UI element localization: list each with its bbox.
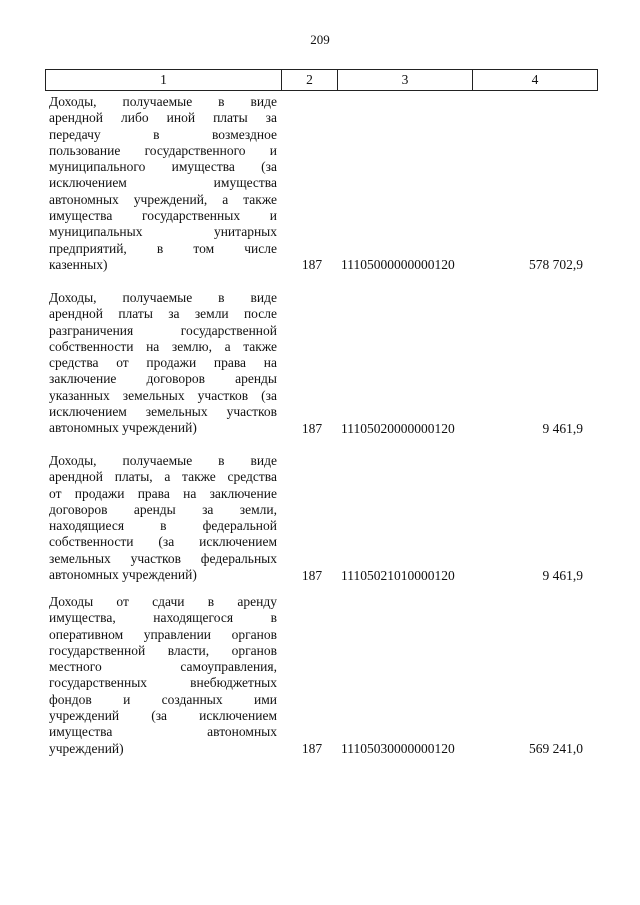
description-line: исключением земельных участков: [49, 404, 277, 420]
description-line: имущества, находящегося в: [49, 610, 277, 626]
description-line: автономных учреждений): [49, 567, 197, 583]
description-line: имущества государственных и: [49, 208, 277, 224]
description-line: собственности на землю, а также: [49, 338, 277, 354]
amount: 569 241,0: [529, 741, 583, 756]
header-col-3: 3: [338, 70, 473, 90]
description-line: договоров аренды за земли,: [49, 501, 277, 517]
description-line: автономных учреждений): [49, 420, 197, 436]
description-line: учреждений): [49, 740, 124, 756]
description-line: фондов и созданных ими: [49, 691, 277, 707]
page-number: 209: [310, 32, 330, 47]
row-description: [49, 290, 277, 437]
header-col-1: 1: [46, 70, 282, 90]
budget-code: 11105021010000120: [341, 568, 455, 583]
description-line: арендной платы за земли после: [49, 306, 277, 322]
description-line: имущества автономных: [49, 724, 277, 740]
description-line: указанных земельных участков (за: [49, 387, 277, 403]
amount: 9 461,9: [542, 568, 583, 583]
description-line: автономных учреждений, а также: [49, 191, 277, 207]
admin-code: 187: [301, 568, 323, 583]
row-description: [49, 94, 277, 273]
admin-code: 187: [301, 421, 323, 436]
table-header: [45, 69, 598, 91]
description-line: средства от продажи права на: [49, 355, 277, 371]
description-line: Доходы, получаемые в виде: [49, 290, 277, 305]
header-col-2: 2: [282, 70, 338, 90]
description-line: исключением имущества: [49, 175, 277, 191]
admin-code: 187: [301, 741, 323, 756]
description-line: земельных участков федеральных: [49, 550, 277, 566]
description-line: разграничения государственной: [49, 322, 277, 338]
description-line: Доходы от сдачи в аренду: [49, 594, 277, 609]
budget-code: 11105000000000120: [341, 257, 455, 272]
admin-code: 187: [301, 257, 323, 272]
description-line: государственных внебюджетных: [49, 675, 277, 691]
amount: 9 461,9: [542, 421, 583, 436]
description-line: муниципальных унитарных: [49, 224, 277, 240]
description-line: передачу в возмездное: [49, 126, 277, 142]
description-line: от продажи права на заключение: [49, 485, 277, 501]
description-line: Доходы, получаемые в виде: [49, 94, 277, 109]
description-line: муниципального имущества (за: [49, 159, 277, 175]
description-line: находящиеся в федеральной: [49, 518, 277, 534]
description-line: Доходы, получаемые в виде: [49, 453, 277, 468]
description-line: собственности (за исключением: [49, 534, 277, 550]
description-line: оперативном управлении органов: [49, 626, 277, 642]
description-line: государственной власти, органов: [49, 642, 277, 658]
amount: 578 702,9: [529, 257, 583, 272]
description-line: арендной платы, а также средства: [49, 469, 277, 485]
row-description: [49, 453, 277, 583]
budget-code: 11105020000000120: [341, 421, 455, 436]
description-line: местного самоуправления,: [49, 659, 277, 675]
description-line: пользование государственного и: [49, 142, 277, 158]
description-line: заключение договоров аренды: [49, 371, 277, 387]
description-line: казенных): [49, 256, 108, 272]
header-col-4: 4: [531, 72, 539, 87]
row-description: [49, 594, 277, 757]
description-line: арендной либо иной платы за: [49, 110, 277, 126]
budget-code: 11105030000000120: [341, 741, 455, 756]
description-line: предприятий, в том числе: [49, 240, 277, 256]
description-line: учреждений (за исключением: [49, 708, 277, 724]
